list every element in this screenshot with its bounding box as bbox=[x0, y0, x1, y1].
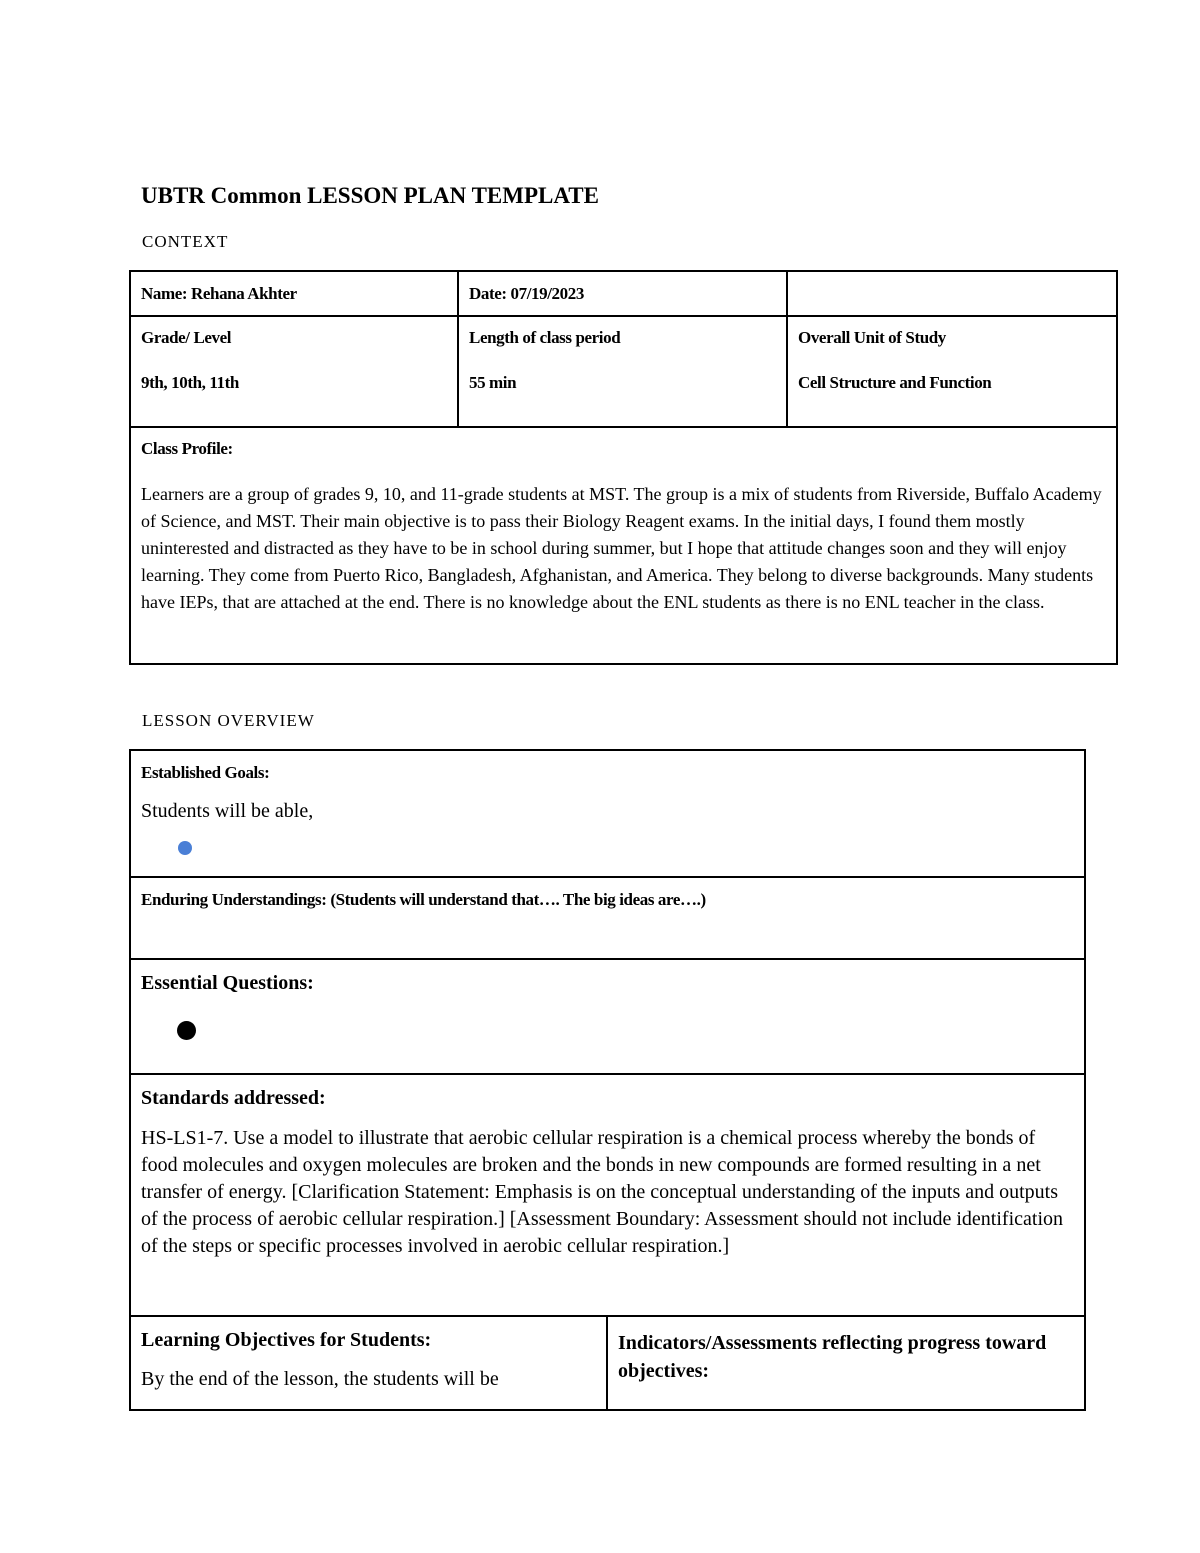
overview-section-label: LESSON OVERVIEW bbox=[142, 711, 315, 730]
teacher-name: Name: Rehana Akhter bbox=[141, 284, 297, 303]
questions-cell bbox=[130, 959, 1085, 1074]
enduring-label: Enduring Understandings: (Students will understand that…. The big ideas are….) bbox=[141, 890, 706, 909]
goals-label: Established Goals: bbox=[141, 763, 270, 782]
unit-cell bbox=[787, 316, 1117, 427]
bullet-icon bbox=[178, 841, 192, 855]
class-profile-cell bbox=[130, 427, 1117, 664]
document-title: UBTR Common LESSON PLAN TEMPLATE bbox=[141, 183, 599, 208]
grade-value: 9th, 10th, 11th bbox=[141, 373, 239, 392]
standards-cell bbox=[130, 1074, 1085, 1316]
length-value: 55 min bbox=[469, 373, 517, 392]
objectives-text: By the end of the lesson, the students will be bbox=[141, 1368, 499, 1390]
unit-value: Cell Structure and Function bbox=[798, 373, 992, 392]
lesson-date: Date: 07/19/2023 bbox=[469, 284, 584, 303]
objectives-cell bbox=[130, 1316, 607, 1410]
context-section-label: CONTEXT bbox=[142, 232, 229, 251]
questions-label: Essential Questions: bbox=[141, 972, 314, 994]
standards-text: HS-LS1-7. Use a model to illustrate that aerobic cellular respiration is a chemical process whereby the bonds of food molecules and oxygen molecules are broken and the bonds in new compounds are formed resulting in a net transfer of energy. [Clarification Statement: Emphasis is on the conceptual understanding of the inputs and outputs of the process of aerobic cellular respiration.] [Assessment Boundary: Assessment should not include identification of the steps or specific processes involved in aerobic cellular respiration.] bbox=[141, 1127, 1064, 1257]
objectives-label: Learning Objectives for Students: bbox=[141, 1329, 432, 1351]
enduring-cell bbox=[130, 877, 1085, 959]
goals-cell bbox=[130, 750, 1085, 877]
grade-label: Grade/ Level bbox=[141, 328, 232, 347]
date-cell bbox=[458, 271, 787, 316]
length-cell bbox=[458, 316, 787, 427]
goals-text: Students will be able, bbox=[141, 800, 314, 822]
bullet-icon bbox=[177, 1021, 196, 1040]
context-table bbox=[129, 270, 1118, 665]
name-cell bbox=[130, 271, 458, 316]
overview-table bbox=[129, 749, 1086, 1411]
empty-cell bbox=[787, 271, 1117, 316]
standards-label: Standards addressed: bbox=[141, 1087, 326, 1109]
class-profile-text: Learners are a group of grades 9, 10, and 11-grade students at MST. The group is a mix of students from Riverside, Buffalo Academy of Science, and MST. Their main objective is to pass their Biology Reagent exams. In the initial days, I found them mostly uninterested and distracted as they have to be in school during summer, but I hope that attitude changes soon and they will enjoy learning. They come from Puerto Rico, Bangladesh, Afghanistan, and America. They belong to diverse backgrounds. Many students have IEPs, that are attached at the end. There is no knowledge about the ENL students as there is no ENL teacher in the class. bbox=[141, 484, 1102, 612]
indicators-cell bbox=[607, 1316, 1085, 1410]
grade-cell bbox=[130, 316, 458, 427]
indicators-label: Indicators/Assessments reflecting progress toward objectives: bbox=[618, 1332, 1047, 1382]
class-profile-label: Class Profile: bbox=[141, 439, 233, 458]
length-label: Length of class period bbox=[469, 328, 621, 347]
unit-label: Overall Unit of Study bbox=[798, 328, 946, 347]
